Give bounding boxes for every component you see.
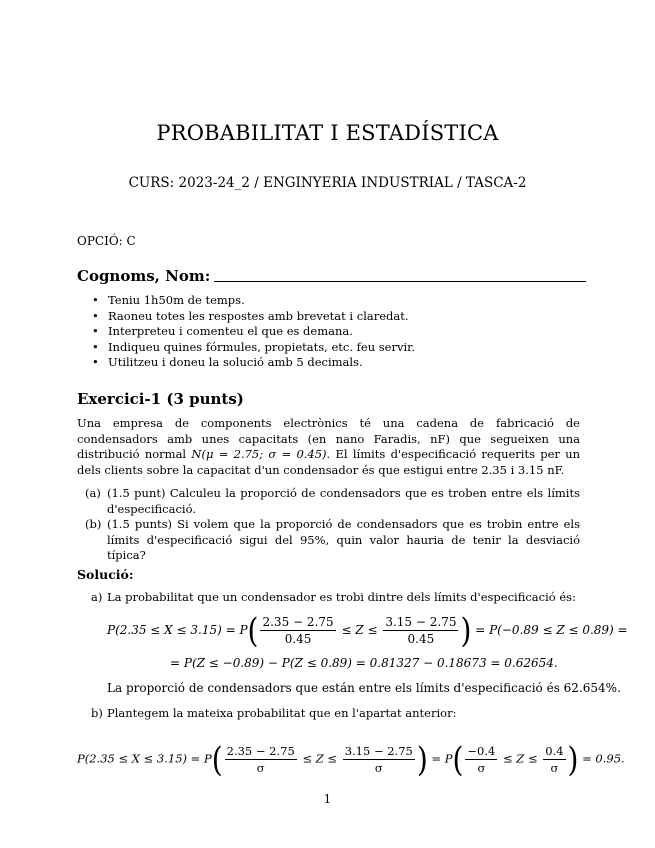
item-b-text: (1.5 punts) Si volem que la proporció de condensadors que es trobin entre els límits d'especificació sigui del 95%, quin valor hauria de tenir la desviació típica?: [107, 517, 580, 562]
solution-a-conclusion: La proporció de condensadors que están entre els límits d'especificació és 62.654%.: [107, 681, 621, 695]
solution-heading: Solució:: [77, 567, 134, 582]
eq3-fraction-2: $\frac{3.15 - 2.75}{\sigma}$: [344, 744, 413, 775]
eq3-rhs: = 0.95.: [582, 751, 625, 766]
eq3-fraction-1: $\frac{2.35 - 2.75}{\sigma}$: [226, 744, 295, 775]
list-item: • Indiqueu quines fórmules, propietats, etc. feu servir.: [92, 340, 415, 356]
equation-2: = P(Z ≤ −0.89) − P(Z ≤ 0.89) = 0.81327 − 0.18673 = 0.62654.: [170, 656, 558, 670]
equation-3: P(2.35 ≤ X ≤ 3.15) = P( $\frac{2.35 - 2.75}{\sigma}$ ≤ Z ≤ $\frac{3.15 - 2.75}{\sigma}$ ) = P( $\frac{-0.4}{\sigma}$ ≤ Z ≤ $\frac{0.4}{\sigma}$ ) = 0.95.: [77, 739, 625, 780]
eq1-lhs: P(2.35 ≤ X ≤ 3.15) = P: [107, 623, 248, 637]
eq1-fraction-1: $\frac{2.35 - 2.75}{0.45}$: [262, 615, 334, 646]
solution-b-label: b): [91, 706, 103, 720]
solution-a-label: a): [91, 590, 103, 604]
list-item: • Teniu 1h50m de temps.: [92, 293, 415, 309]
statement-text: Una empresa de components electrònics té una cadena de fabricació de condensadors amb unes capacitats (en nano Faradis, nF) que segueixen una distribució normal: [77, 416, 580, 461]
exercise-statement: [77, 416, 580, 478]
eq1-fraction-2: $\frac{3.15 - 2.75}{0.45}$: [385, 615, 457, 646]
solution-a-text: La probabilitat que un condensador es trobi dintre dels límits d'especificació és:: [107, 590, 576, 604]
solution-b-intro: [91, 706, 580, 722]
item-b-label: (b): [85, 517, 102, 531]
list-item: • Utilitzeu i doneu la solució amb 5 decimals.: [92, 355, 415, 371]
course-subtitle: CURS: 2023-24_2 / ENGINYERIA INDUSTRIAL / TASCA-2: [128, 175, 527, 191]
solution-b-text: Plantegem la mateixa probabilitat que en l'apartat anterior:: [107, 706, 457, 720]
eq1-mid: ≤ Z ≤: [341, 623, 378, 637]
eq3-mid: ≤ Z ≤: [302, 751, 338, 766]
distribution-formula: N(μ = 2.75; σ = 0.45).: [191, 447, 331, 461]
eq3-fraction-3: $\frac{-0.4}{\sigma}$: [467, 744, 496, 775]
eq3-lhs: P(2.35 ≤ X ≤ 3.15) = P: [77, 751, 212, 766]
eq1-rhs: = P(−0.89 ≤ Z ≤ 0.89) =: [475, 623, 628, 637]
equation-1: P(2.35 ≤ X ≤ 3.15) = P( $\frac{2.35 - 2.75}{0.45}$ ≤ Z ≤ $\frac{3.15 - 2.75}{0.45}$ ) = P(−0.89 ≤ Z ≤ 0.89) =: [107, 610, 628, 651]
name-field: [77, 267, 586, 285]
list-item: • Interpreteu i comenteu el que es demana.: [92, 324, 415, 340]
eq3-mid-2: ≤ Z ≤: [503, 751, 538, 766]
option-label: OPCIÓ: C: [77, 234, 136, 248]
page-number: 1: [323, 792, 332, 806]
exercise-heading: Exercici-1 (3 punts): [77, 390, 244, 408]
name-blank-line: [214, 269, 586, 282]
statement-text-2: El límits d'especificació requerits per un dels clients sobre la capacitat d'un condensador és que estigui entre 2.35 i 3.15 nF.: [77, 447, 581, 477]
page-title: PROBABILITAT I ESTADÍSTICA: [156, 121, 499, 145]
item-a-text: (1.5 punt) Calculeu la proporció de condensadors que es troben entre els límits d'especificació.: [107, 486, 580, 516]
solution-a-intro: [91, 590, 580, 606]
list-item: • Raoneu totes les respostes amb brevetat i claredat.: [92, 309, 415, 325]
instructions-list: [92, 293, 415, 371]
exercise-item-a: [85, 486, 580, 517]
name-label: Cognoms, Nom:: [77, 267, 211, 285]
exercise-item-b: [85, 517, 580, 564]
item-a-label: (a): [85, 486, 101, 500]
eq3-eq: = P: [431, 751, 453, 766]
eq3-fraction-4: $\frac{0.4}{\sigma}$: [545, 744, 564, 775]
